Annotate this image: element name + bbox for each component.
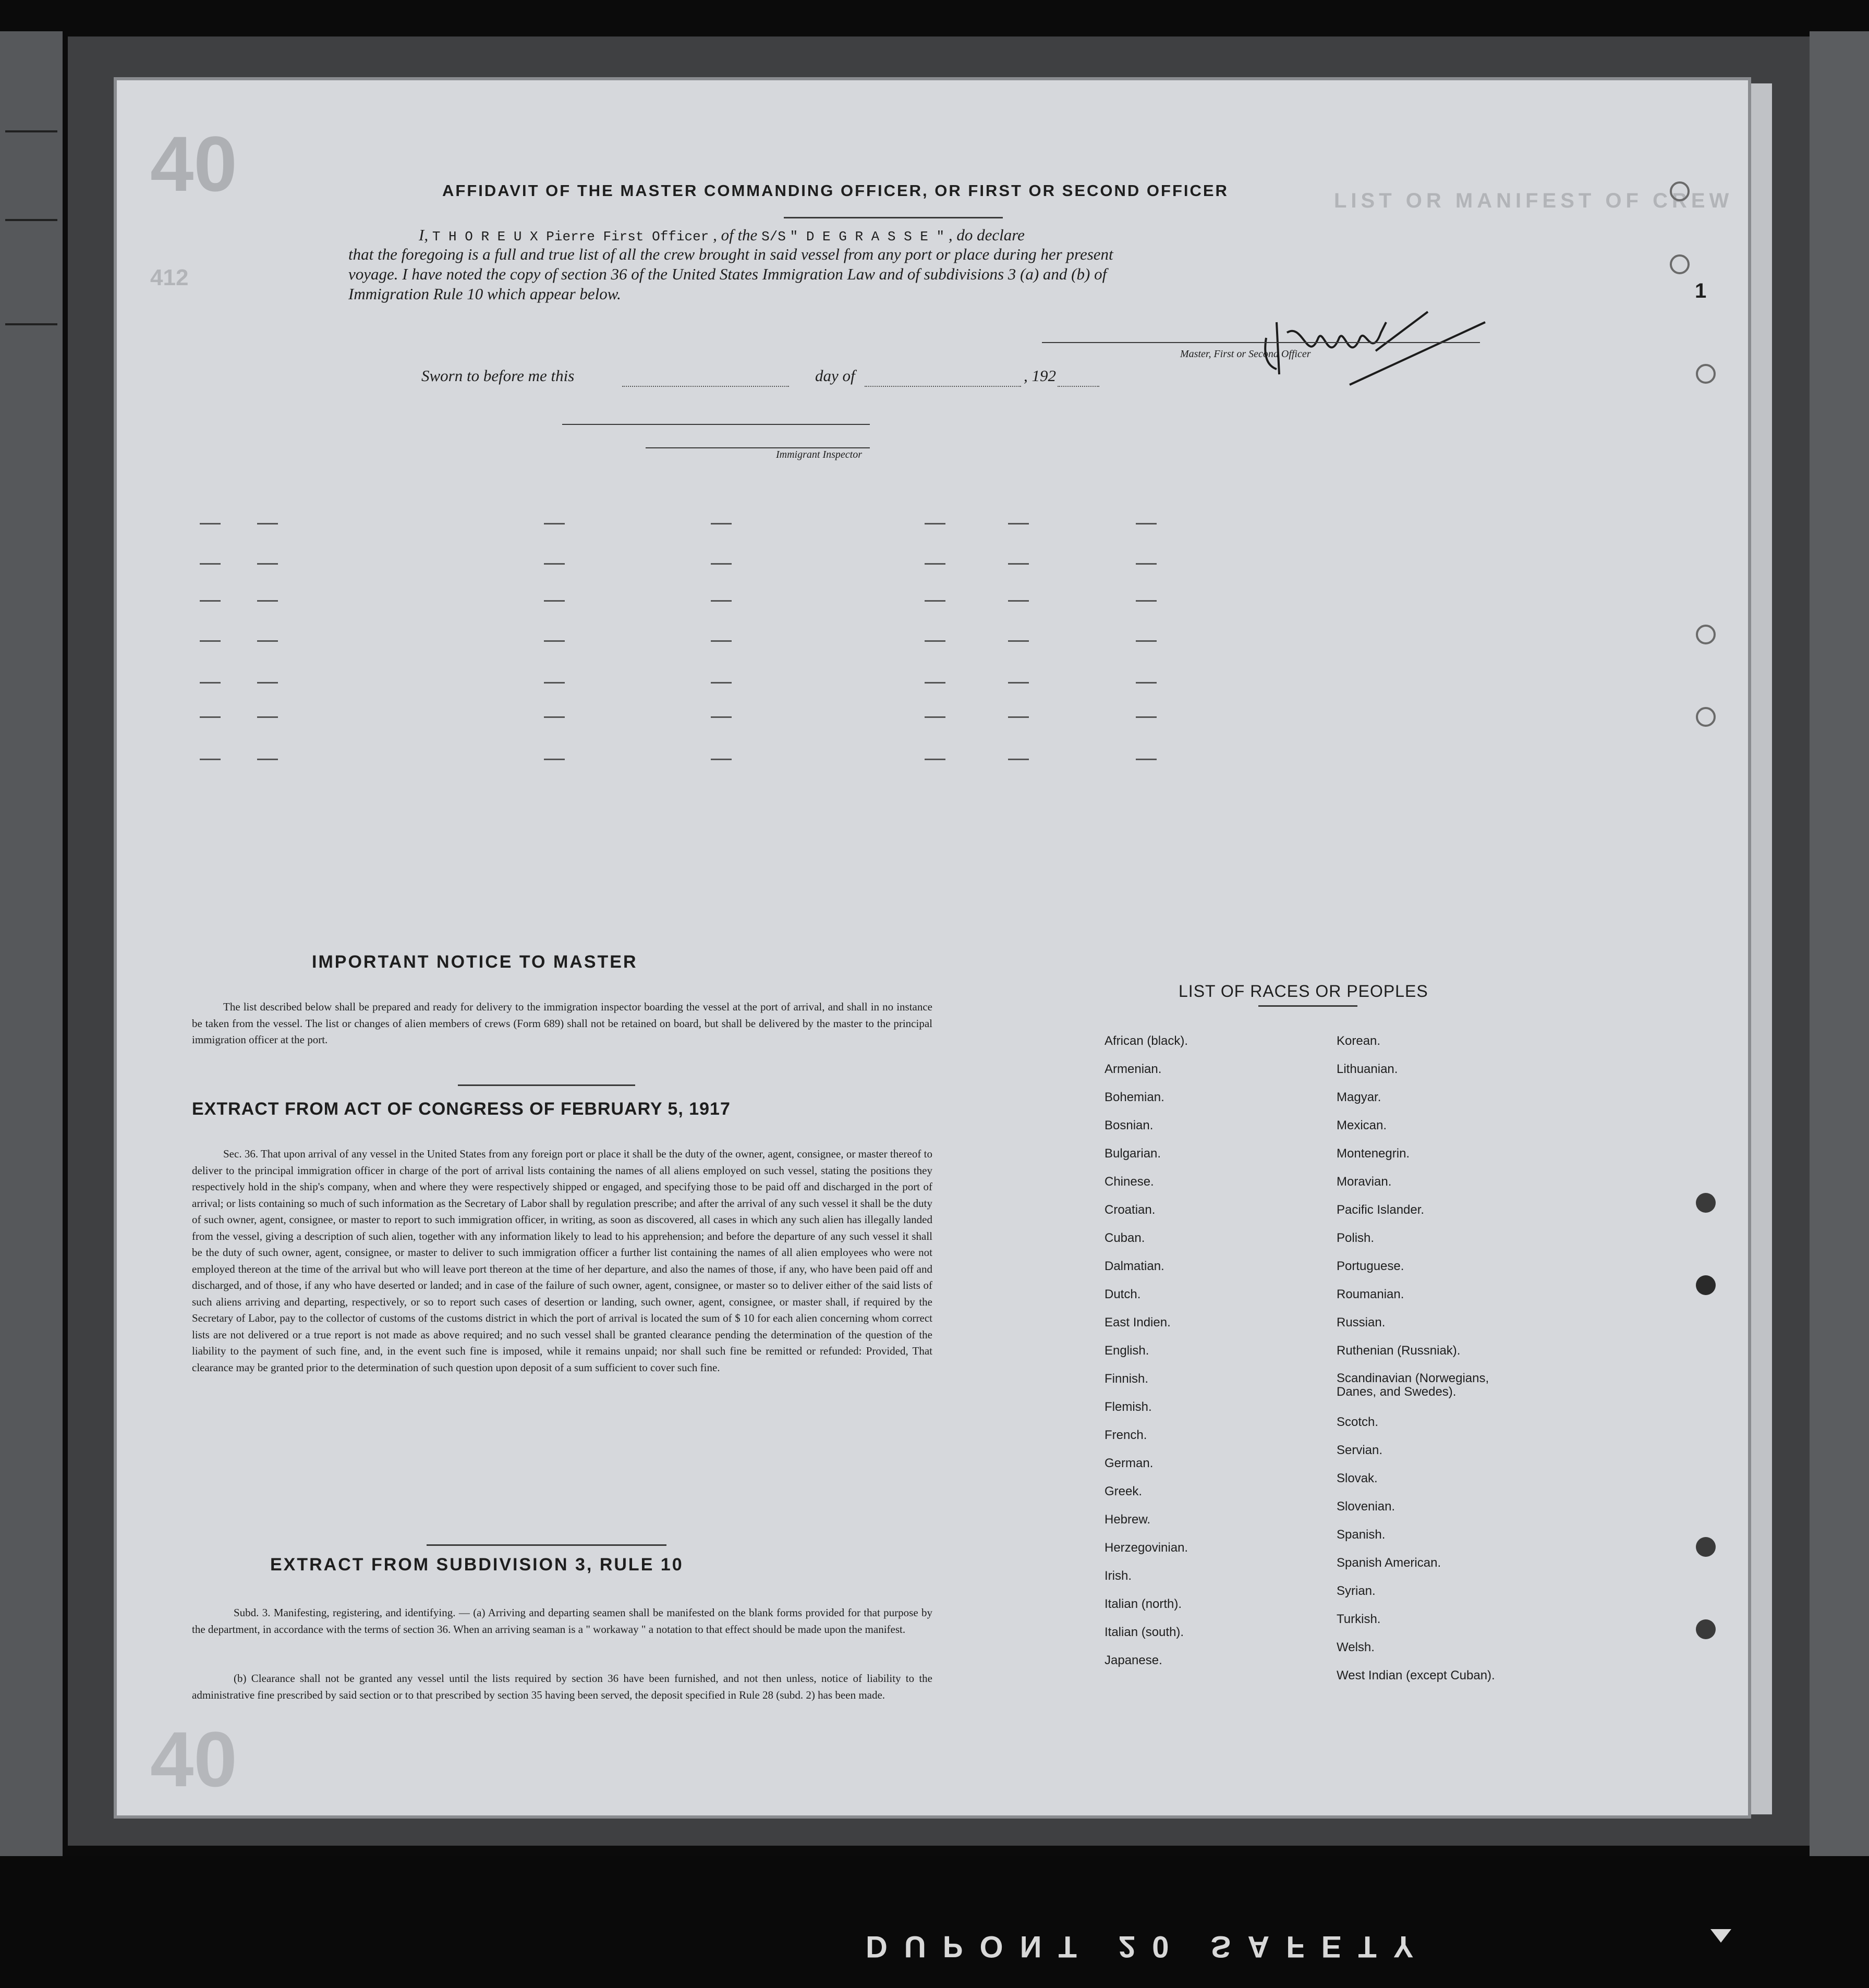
sworn-date-line <box>622 386 789 387</box>
ghost-page-number: 40 <box>150 120 237 208</box>
race-item: Pacific Islander. <box>1337 1203 1425 1217</box>
race-item: Greek. <box>1105 1484 1143 1498</box>
race-item: Turkish. <box>1337 1612 1381 1626</box>
table-dash <box>1136 682 1157 684</box>
table-dash <box>925 759 945 760</box>
table-dash <box>711 716 732 718</box>
table-dash <box>1008 600 1029 602</box>
affidavit-line-3: voyage. I have noted the copy of section 36 of the United States Immigration Law and of subdivisions 3 (a) and (b) of <box>348 265 1107 283</box>
film-edge-label: DUPONT 20 SAFETY <box>866 1930 1430 1963</box>
sworn-rule <box>562 424 870 425</box>
table-dash <box>544 716 565 718</box>
race-item: Welsh. <box>1337 1640 1375 1654</box>
punch-hole <box>1696 707 1716 727</box>
race-item: Scandinavian (Norwegians, Danes, and Swedes). <box>1337 1371 1489 1399</box>
table-dash <box>1136 640 1157 642</box>
day-of-label: day of <box>815 367 855 385</box>
inspector-line <box>646 447 870 448</box>
table-dash <box>544 640 565 642</box>
race-item: East Indien. <box>1105 1315 1171 1330</box>
punch-hole <box>1696 1193 1716 1213</box>
table-dash <box>711 600 732 602</box>
race-item: Armenian. <box>1105 1062 1162 1076</box>
race-item: Russian. <box>1337 1315 1386 1330</box>
race-item: Chinese. <box>1105 1175 1154 1189</box>
race-item: Slovenian. <box>1337 1499 1395 1514</box>
race-item: Herzegovinian. <box>1105 1541 1188 1555</box>
notice-heading: IMPORTANT NOTICE TO MASTER <box>312 952 638 972</box>
race-item: Magyar. <box>1337 1090 1381 1104</box>
race-item: Bosnian. <box>1105 1118 1154 1132</box>
table-dash <box>200 716 221 718</box>
table-dash <box>1008 716 1029 718</box>
race-item: Flemish. <box>1105 1400 1152 1414</box>
ghost-number: 412 <box>150 265 189 290</box>
table-dash <box>200 640 221 642</box>
table-dash <box>925 563 945 565</box>
race-item: Portuguese. <box>1337 1259 1404 1273</box>
table-dash <box>1008 563 1029 565</box>
punch-hole <box>1696 1619 1716 1639</box>
table-dash <box>257 682 278 684</box>
race-item: Polish. <box>1337 1231 1375 1245</box>
table-dash <box>711 682 732 684</box>
table-dash <box>925 682 945 684</box>
race-item: Slovak. <box>1337 1471 1378 1485</box>
table-dash <box>1008 682 1029 684</box>
heading-rule <box>784 217 1003 218</box>
race-item: English. <box>1105 1344 1149 1358</box>
race-item: French. <box>1105 1428 1147 1442</box>
race-item: Italian (north). <box>1105 1597 1182 1611</box>
act-text: Sec. 36. That upon arrival of any vessel in the United States from any foreign port or place it shall be the duty of the owner, agent, consignee, or master thereof to deliver to the principal immigration officer in charge of the port of arrival lists containing the names of all aliens employed on such vessel, stating the positions they respectively hold in the ship's company, when and where they were respectively shipped or engaged, and specifying those to be paid off and discharged in the port of arrival; or lists containing so much of such information as the Secretary of Labor shall by regulation prescribe; and after the arrival of any such vessel it shall be the duty of such owner, agent, consignee, or master to report to such immigration officer, in writing, as soon as discovered, all cases in which any such alien has illegally landed from the vessel, giving a description of such alien, together with any information likely to lead to his apprehension; and before the departure of any such vessel it shall be the duty of such owner, agent, consignee, or master to deliver to such immigration officer a further list containing the names of all alien employees who were not employed thereon at the time of the arrival but who will leave port thereon at the time of her departure, and also the names of those, if any, who have been paid off and discharged, and of those, if any who have deserted or landed; and in case of the failure of such owner, agent, consignee, or master so to deliver either of the said lists of such aliens arriving and departing, respectively, or so to report such cases of desertion or landing, such owner, agent, consignee, or master shall, if required by the Secretary of Labor, pay to the collector of customs of the customs district in which the port of arrival is located the sum of $ 10 for each alien concerning whom correct lists are not delivered or a true report is not made as above required; and no such vessel shall be granted clearance pending the determination of the question of the liability to the payment of such fine, and, in the event such fine is imposed, while it remains unpaid; nor shall such fine be remitted or refunded: Provided, That clearance may be granted prior to the determination of such question upon deposit of a sum sufficient to cover such fine. <box>192 1148 932 1374</box>
race-item: Dutch. <box>1105 1287 1141 1301</box>
punch-hole <box>1696 364 1716 384</box>
table-dash <box>1008 640 1029 642</box>
race-item: Scotch. <box>1337 1415 1379 1429</box>
affidavit-line-2: that the foregoing is a full and true list of all the crew brought in said vessel from any port or place during her present <box>348 245 1113 263</box>
act-heading: EXTRACT FROM ACT OF CONGRESS OF FEBRUARY 5, 1917 <box>192 1099 731 1119</box>
inspector-caption: Immigrant Inspector <box>776 449 862 460</box>
table-dash <box>1136 759 1157 760</box>
punch-hole <box>1696 1275 1716 1295</box>
race-item: German. <box>1105 1456 1154 1470</box>
table-dash <box>544 759 565 760</box>
race-item: Spanish. <box>1337 1528 1386 1542</box>
race-item: Finnish. <box>1105 1372 1149 1386</box>
table-dash <box>1136 600 1157 602</box>
race-item: Montenegrin. <box>1337 1147 1410 1161</box>
year-label: , 192 <box>1024 367 1056 385</box>
signature-line <box>1042 342 1480 343</box>
race-item: Syrian. <box>1337 1584 1376 1598</box>
punch-hole <box>1670 254 1690 274</box>
table-dash <box>257 640 278 642</box>
table-dash <box>711 640 732 642</box>
race-item: Japanese. <box>1105 1653 1162 1667</box>
table-dash <box>544 682 565 684</box>
races-heading-underline <box>1258 1005 1357 1007</box>
race-item: Mexican. <box>1337 1118 1387 1132</box>
table-dash <box>925 523 945 525</box>
race-item: Ruthenian (Russniak). <box>1337 1344 1461 1358</box>
race-item: Dalmatian. <box>1105 1259 1164 1273</box>
affidavit-heading: AFFIDAVIT OF THE MASTER COMMANDING OFFICER, OR FIRST OR SECOND OFFICER <box>442 181 1229 200</box>
sworn-label: Sworn to before me this <box>421 367 575 385</box>
adjacent-frame-left <box>0 31 63 1856</box>
ghost-number-bottom: 40 <box>150 1715 237 1803</box>
table-dash <box>544 600 565 602</box>
underlying-page-edge <box>1751 83 1772 1814</box>
race-item: Hebrew. <box>1105 1513 1151 1527</box>
table-dash <box>1136 563 1157 565</box>
race-item: Italian (south). <box>1105 1625 1184 1639</box>
race-item: Roumanian. <box>1337 1287 1404 1301</box>
table-dash <box>257 523 278 525</box>
rule-heading: EXTRACT FROM SUBDIVISION 3, RULE 10 <box>270 1555 684 1575</box>
ghost-heading: LIST OR MANIFEST OF CREW <box>1334 189 1733 212</box>
race-item: Croatian. <box>1105 1203 1156 1217</box>
punch-hole <box>1670 181 1690 201</box>
table-dash <box>257 563 278 565</box>
signature-caption: Master, First or Second Officer <box>1180 348 1311 360</box>
table-dash <box>200 682 221 684</box>
table-dash <box>200 523 221 525</box>
race-item: Moravian. <box>1337 1175 1392 1189</box>
affidavit-line-1: I, T H O R E U X Pierre First Officer , of the S/S " D E G R A S S E " , do declare <box>419 226 1025 245</box>
month-line <box>865 386 1021 387</box>
punch-hole <box>1696 1537 1716 1557</box>
races-heading: LIST OF RACES OR PEOPLES <box>1179 982 1428 1001</box>
table-dash <box>257 716 278 718</box>
year-line <box>1058 386 1099 387</box>
table-dash <box>544 523 565 525</box>
race-item: Irish. <box>1105 1569 1132 1583</box>
race-item: Lithuanian. <box>1337 1062 1398 1076</box>
race-item: Cuban. <box>1105 1231 1145 1245</box>
act-rule <box>427 1544 666 1546</box>
race-item: West Indian (except Cuban). <box>1337 1668 1495 1682</box>
table-dash <box>200 563 221 565</box>
race-item: African (black). <box>1105 1034 1188 1048</box>
race-item: Servian. <box>1337 1443 1383 1457</box>
film-arrow-icon <box>1710 1929 1731 1943</box>
table-dash <box>257 759 278 760</box>
table-dash <box>925 640 945 642</box>
document-page <box>114 77 1751 1819</box>
rule-text-b: (b) Clearance shall not be granted any vessel until the lists required by section 36 have been furnished, and not then unless, notice of liability to the administrative fine prescribed by said section or to that prescribed by section 35 having been served, the deposit specified in Rule 28 (subd. 2) has been made. <box>192 1672 932 1701</box>
race-item: Bulgarian. <box>1105 1147 1161 1161</box>
affidavit-line-4: Immigration Rule 10 which appear below. <box>348 285 621 303</box>
table-dash <box>200 759 221 760</box>
adjacent-frame-right <box>1810 31 1869 1856</box>
race-item: Bohemian. <box>1105 1090 1164 1104</box>
table-dash <box>1008 523 1029 525</box>
notice-text: The list described below shall be prepared and ready for delivery to the immigration inspector boarding the vessel at the port of arrival, and shall in no instance be taken from the vessel. The list or changes of alien members of crews (Form 689) shall not be retained on board, but shall be delivered by the master to the principal immigration officer at the port. <box>192 1001 932 1046</box>
table-dash <box>1136 716 1157 718</box>
race-item: Spanish American. <box>1337 1556 1441 1570</box>
table-dash <box>711 563 732 565</box>
table-dash <box>925 716 945 718</box>
punch-hole <box>1696 625 1716 644</box>
film-strip <box>0 1856 1869 1988</box>
race-item: Korean. <box>1337 1034 1381 1048</box>
table-dash <box>544 563 565 565</box>
page-number: 1 <box>1695 279 1707 302</box>
table-dash <box>711 759 732 760</box>
table-dash <box>257 600 278 602</box>
rule-text-a: Subd. 3. Manifesting, registering, and identifying. — (a) Arriving and departing seamen shall be manifested on the blank forms provided for that purpose by the department, in accordance with the terms of section 36. When an arriving seaman is a " workaway " a notation to that effect should be made upon the manifest. <box>192 1606 932 1636</box>
table-dash <box>1008 759 1029 760</box>
table-dash <box>1136 523 1157 525</box>
table-dash <box>711 523 732 525</box>
notice-rule <box>458 1084 635 1086</box>
table-dash <box>200 600 221 602</box>
table-dash <box>925 600 945 602</box>
